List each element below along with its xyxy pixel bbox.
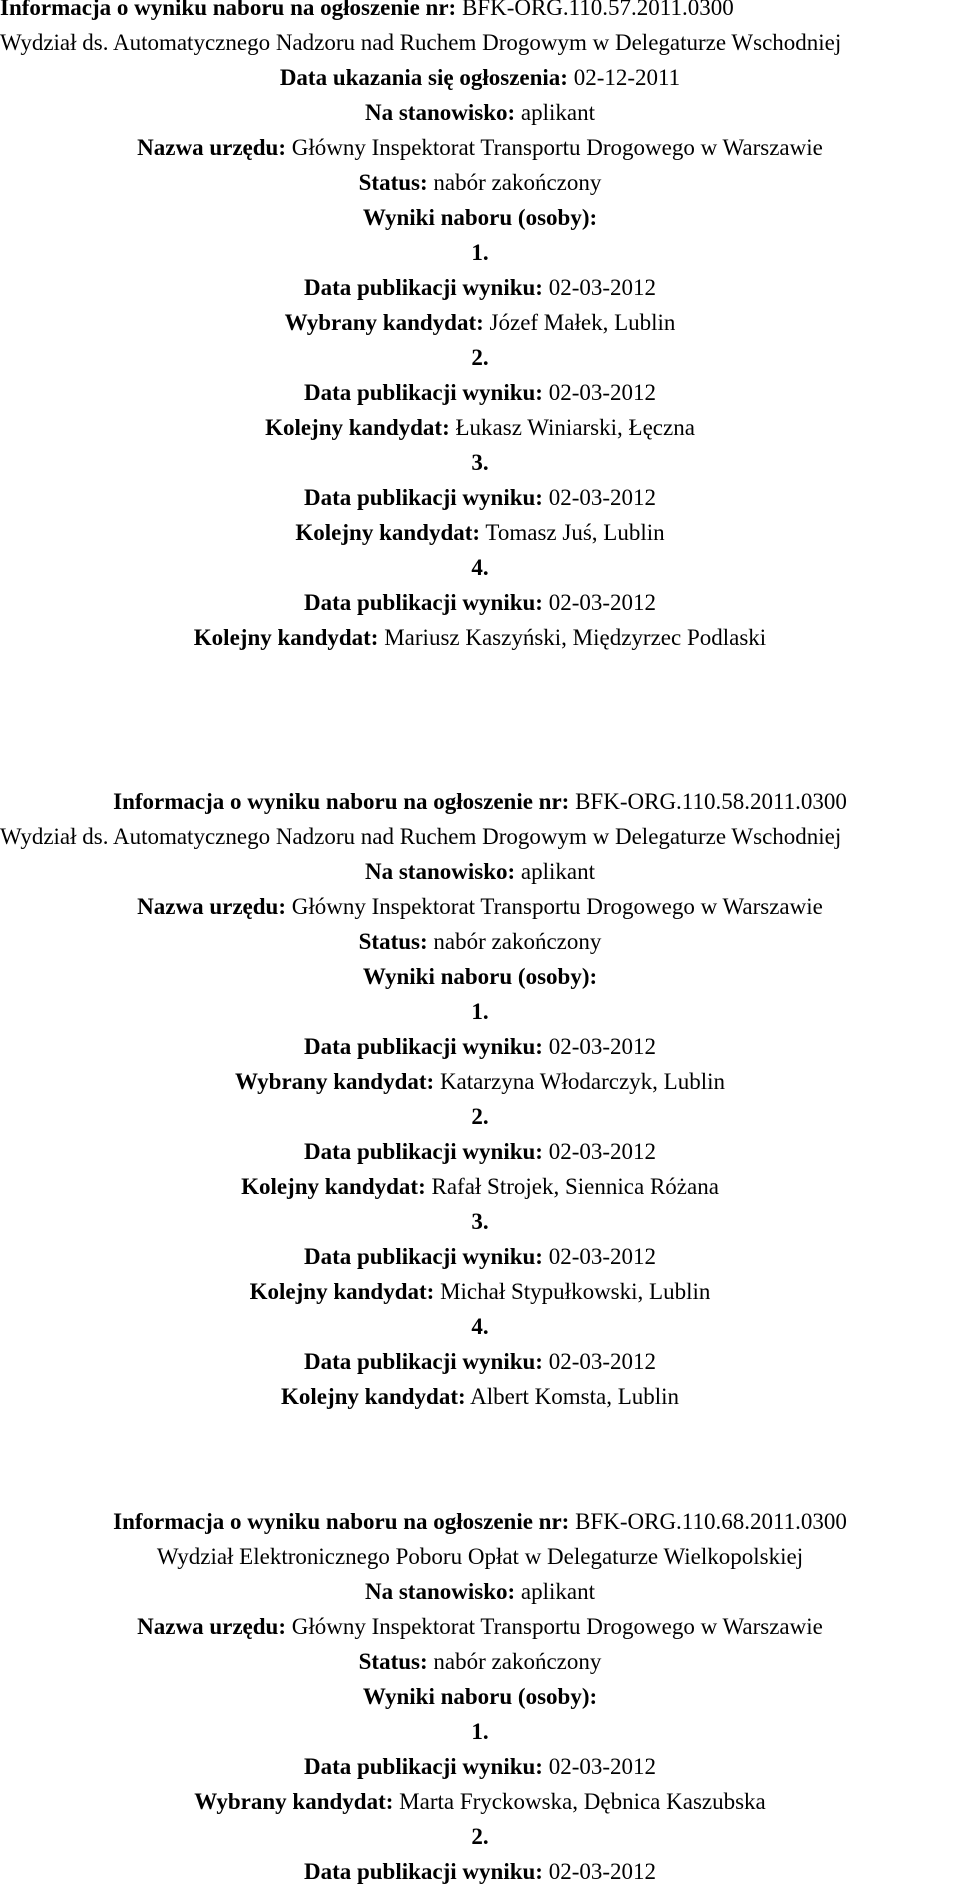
candidate-publication-date: Data publikacji wyniku: 02-03-2012 — [303, 1859, 657, 1884]
status: Status: nabór zakończony — [358, 1649, 602, 1674]
candidate-name: Kolejny kandydat: Mariusz Kaszyński, Międzyrzec Podlaski — [193, 625, 767, 650]
candidate-name: Wybrany kandydat: Katarzyna Włodarczyk, Lublin — [235, 1069, 725, 1094]
candidate-publication-date: Data publikacji wyniku: 02-03-2012 — [303, 590, 657, 615]
candidate-publication-date: Data publikacji wyniku: 02-03-2012 — [303, 1754, 657, 1779]
candidate-number: 2. — [471, 1104, 489, 1129]
candidate-name: Wybrany kandydat: Marta Fryckowska, Dębnica Kaszubska — [194, 1789, 766, 1814]
candidate-name: Wybrany kandydat: Józef Małek, Lublin — [284, 310, 676, 335]
candidate-publication-date: Data publikacji wyniku: 02-03-2012 — [303, 380, 657, 405]
candidate-number: 2. — [471, 1824, 489, 1849]
candidate-publication-date: Data publikacji wyniku: 02-03-2012 — [303, 1034, 657, 1059]
announcement-heading: Informacja o wyniku naboru na ogłoszenie nr: BFK-ORG.110.57.2011.0300 — [0, 0, 960, 25]
announcement-number: BFK-ORG.110.57.2011.0300 — [461, 0, 734, 20]
candidate-name: Kolejny kandydat: Albert Komsta, Lublin — [280, 1384, 680, 1409]
candidate-name: Kolejny kandydat: Tomasz Juś, Lublin — [295, 520, 665, 545]
candidate-number: 4. — [471, 555, 489, 580]
candidate-number: 2. — [471, 345, 489, 370]
candidate-publication-date: Data publikacji wyniku: 02-03-2012 — [303, 1139, 657, 1164]
candidate-number: 4. — [471, 1314, 489, 1339]
candidate-publication-date: Data publikacji wyniku: 02-03-2012 — [303, 485, 657, 510]
candidate-name: Kolejny kandydat: Łukasz Winiarski, Łęczna — [265, 415, 695, 440]
announcement-number: BFK-ORG.110.68.2011.0300 — [575, 1509, 847, 1534]
unit-name: Wydział ds. Automatycznego Nadzoru nad Ruchem Drogowym w Delegaturze Wschodniej — [0, 30, 842, 55]
candidate-name: Kolejny kandydat: Rafał Strojek, Siennica Różana — [241, 1174, 719, 1199]
announcement-date: Data ukazania się ogłoszenia: 02-12-2011 — [279, 65, 681, 90]
announcement-heading: Informacja o wyniku naboru na ogłoszenie nr: BFK-ORG.110.58.2011.0300 — [113, 789, 847, 814]
candidate-number: 1. — [471, 1719, 489, 1744]
announcement-3 — [0, 1504, 960, 1885]
unit-name: Wydział ds. Automatycznego Nadzoru nad Ruchem Drogowym w Delegaturze Wschodniej — [0, 824, 842, 849]
position: Na stanowisko: aplikant — [364, 1579, 595, 1604]
candidate-number: 1. — [471, 999, 489, 1024]
office-name: Nazwa urzędu: Główny Inspektorat Transportu Drogowego w Warszawie — [137, 894, 823, 919]
position: Na stanowisko: aplikant — [364, 100, 595, 125]
candidate-name: Kolejny kandydat: Michał Stypułkowski, Lublin — [249, 1279, 711, 1304]
candidate-publication-date: Data publikacji wyniku: 02-03-2012 — [303, 1244, 657, 1269]
results-heading: Wyniki naboru (osoby): — [362, 964, 598, 989]
announcement-heading: Informacja o wyniku naboru na ogłoszenie nr: BFK-ORG.110.68.2011.0300 — [113, 1509, 847, 1534]
office-name: Nazwa urzędu: Główny Inspektorat Transportu Drogowego w Warszawie — [137, 135, 823, 160]
candidate-number: 3. — [471, 450, 489, 475]
candidate-number: 1. — [471, 240, 489, 265]
announcement-number: BFK-ORG.110.58.2011.0300 — [575, 789, 847, 814]
announcement-2 — [0, 784, 960, 1414]
results-heading: Wyniki naboru (osoby): — [362, 1684, 598, 1709]
announcement-1 — [0, 0, 960, 655]
status: Status: nabór zakończony — [358, 929, 602, 954]
office-name: Nazwa urzędu: Główny Inspektorat Transportu Drogowego w Warszawie — [137, 1614, 823, 1639]
position: Na stanowisko: aplikant — [364, 859, 595, 884]
unit-name: Wydział Elektronicznego Poboru Opłat w Delegaturze Wielkopolskiej — [156, 1544, 804, 1569]
status: Status: nabór zakończony — [358, 170, 602, 195]
results-heading: Wyniki naboru (osoby): — [362, 205, 598, 230]
candidate-publication-date: Data publikacji wyniku: 02-03-2012 — [303, 1349, 657, 1374]
candidate-number: 3. — [471, 1209, 489, 1234]
candidate-publication-date: Data publikacji wyniku: 02-03-2012 — [303, 275, 657, 300]
